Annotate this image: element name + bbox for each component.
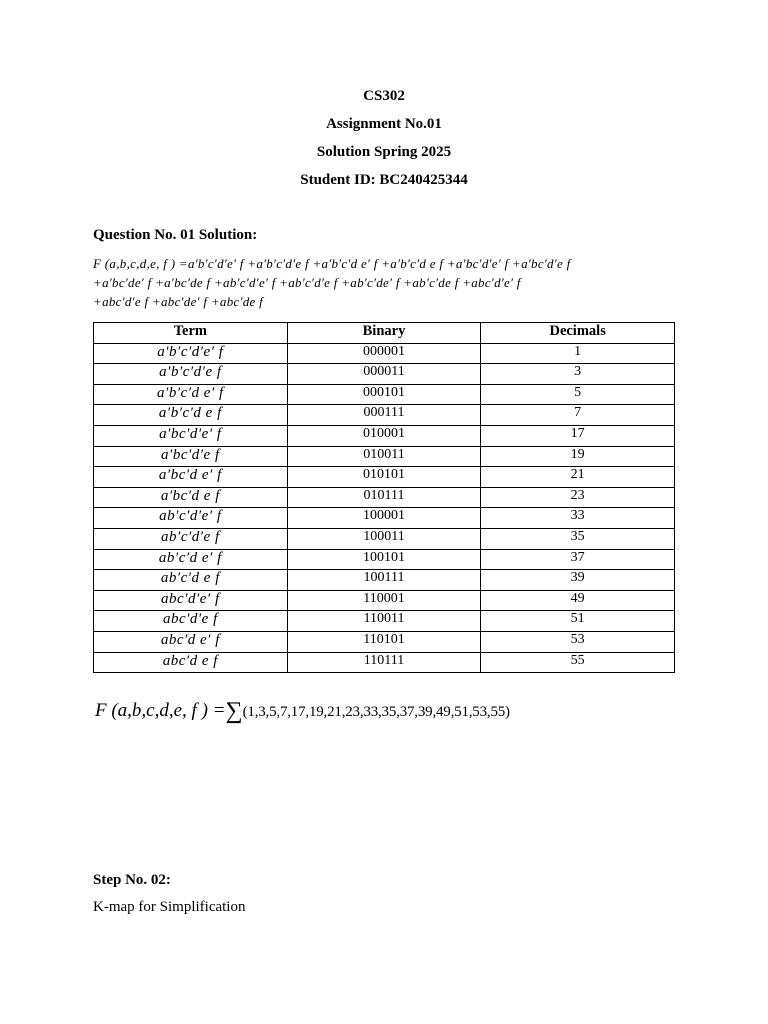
assignment-title: Assignment No.01: [326, 116, 442, 132]
decimal-cell: 49: [481, 590, 675, 611]
decimal-cell: 51: [481, 611, 675, 632]
binary-cell: 110111: [287, 652, 481, 673]
function-line-2: +a′bc′de′ f +a′bc′de f +ab′c′d′e′ f +ab′c′d′e f +ab′c′de′ f +ab′c′de f +abc′d′e′ f: [93, 275, 521, 290]
solution-title: Solution Spring 2025: [316, 144, 452, 160]
decimal-cell: 53: [481, 631, 675, 652]
function-line-1: F (a,b,c,d,e, f ) =a′b′c′d′e′ f +a′b′c′d′e f +a′b′c′d e′ f +a′b′c′d e f +a′bc′d′e′ f +a′bc′d′e f: [93, 256, 571, 271]
binary-cell: 110101: [287, 631, 481, 652]
kmap-caption: K-map for Simplification: [93, 899, 246, 915]
binary-cell: 000111: [287, 405, 481, 426]
decimal-cell: 7: [481, 405, 675, 426]
table-row: [94, 384, 675, 405]
decimal-cell: 21: [481, 467, 675, 488]
table-row: [94, 487, 675, 508]
binary-cell: 010111: [287, 487, 481, 508]
decimal-cell: 39: [481, 570, 675, 591]
decimal-cell: 35: [481, 528, 675, 549]
table-row: [94, 405, 675, 426]
sum-of-minterms: [95, 698, 510, 725]
table-row: [94, 508, 675, 529]
term-cell: abc′d e′ f: [94, 631, 288, 652]
decimal-cell: 1: [481, 343, 675, 364]
table-row: [94, 425, 675, 446]
header-term: Term: [94, 323, 288, 344]
sum-lhs: F (a,b,c,d,e, f ) =: [95, 700, 226, 721]
step-heading: Step No. 02:: [93, 872, 171, 888]
course-code: CS302: [363, 88, 405, 104]
decimal-cell: 5: [481, 384, 675, 405]
term-cell: abc′d′e f: [94, 611, 288, 632]
table-row: [94, 467, 675, 488]
binary-cell: 010101: [287, 467, 481, 488]
term-cell: a′bc′d e′ f: [94, 467, 288, 488]
table-row: [94, 446, 675, 467]
decimal-cell: 55: [481, 652, 675, 673]
header-binary: Binary: [287, 323, 481, 344]
term-cell: a′b′c′d e f: [94, 405, 288, 426]
minterm-list: (1,3,5,7,17,19,21,23,33,35,37,39,49,51,53,55): [242, 704, 510, 720]
term-cell: a′b′c′d′e′ f: [94, 343, 288, 364]
decimal-cell: 17: [481, 425, 675, 446]
table-row: [94, 631, 675, 652]
decimal-cell: 33: [481, 508, 675, 529]
binary-cell: 000001: [287, 343, 481, 364]
term-cell: ab′c′d′e f: [94, 528, 288, 549]
table-row: [94, 549, 675, 570]
table-row: [94, 570, 675, 591]
binary-cell: 100011: [287, 528, 481, 549]
question-heading: Question No. 01 Solution:: [93, 227, 258, 243]
sigma-symbol: ∑: [225, 698, 243, 724]
term-cell: a′bc′d′e′ f: [94, 425, 288, 446]
table-row: [94, 590, 675, 611]
binary-cell: 000011: [287, 364, 481, 385]
binary-cell: 010001: [287, 425, 481, 446]
table-header-row: [94, 323, 675, 344]
term-cell: abc′d e f: [94, 652, 288, 673]
table-row: [94, 652, 675, 673]
header-decimals: Decimals: [481, 323, 675, 344]
decimal-cell: 37: [481, 549, 675, 570]
term-cell: a′bc′d e f: [94, 487, 288, 508]
binary-cell: 100101: [287, 549, 481, 570]
binary-cell: 100001: [287, 508, 481, 529]
function-line-3: +abc′d′e f +abc′de′ f +abc′de f: [93, 294, 264, 309]
term-cell: ab′c′d e f: [94, 570, 288, 591]
term-cell: a′b′c′d′e f: [94, 364, 288, 385]
decimal-cell: 23: [481, 487, 675, 508]
binary-cell: 110001: [287, 590, 481, 611]
table-row: [94, 343, 675, 364]
binary-cell: 010011: [287, 446, 481, 467]
term-cell: a′b′c′d e′ f: [94, 384, 288, 405]
term-cell: a′bc′d′e f: [94, 446, 288, 467]
table-row: [94, 364, 675, 385]
term-cell: abc′d′e′ f: [94, 590, 288, 611]
term-cell: ab′c′d e′ f: [94, 549, 288, 570]
binary-cell: 110011: [287, 611, 481, 632]
student-id: Student ID: BC240425344: [300, 172, 468, 188]
minterm-table: [93, 322, 675, 673]
term-cell: ab′c′d′e′ f: [94, 508, 288, 529]
decimal-cell: 19: [481, 446, 675, 467]
table-row: [94, 611, 675, 632]
binary-cell: 000101: [287, 384, 481, 405]
binary-cell: 100111: [287, 570, 481, 591]
decimal-cell: 3: [481, 364, 675, 385]
table-row: [94, 528, 675, 549]
